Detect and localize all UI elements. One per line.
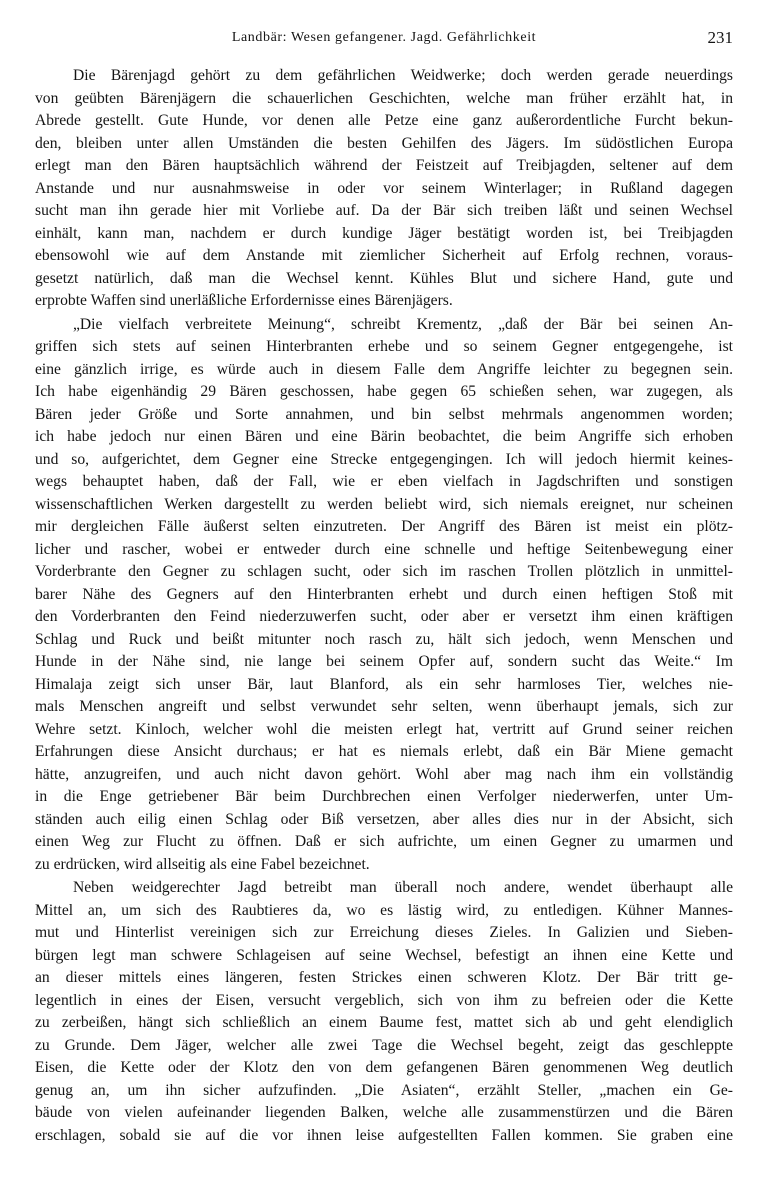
text-line: erlegt man den Bären hauptsächlich während der Feistzeit auf Treibjagden, seltener auf dem <box>35 157 733 174</box>
text-line: den Vorderbranten den Feind niederzuwerfen sucht, oder aber er versetzt ihm einen kräftigen <box>35 608 733 625</box>
text-line: „Die vielfach verbreitete Meinung“, schreibt Krementz, „daß der Bär bei seinen An- <box>73 315 733 333</box>
text-line: von geübten Bärenjägern die schauerlichen Geschichten, welche man früher erzählt hat, in <box>35 89 733 107</box>
text-line: zu erdrücken, wird allseitig als eine Fabel bezeichnet. <box>35 855 370 873</box>
text-line: an dieser mittels eines längeren, festen Strickes einen schweren Klotz. Der Bär tritt ge- <box>35 969 733 986</box>
text-line: in die Enge getriebener Bär beim Durchbrechen einen Verfolger niederwerfen, unter Um- <box>35 788 733 805</box>
text-line: Hunde in der Nähe sind, nie lange bei seinem Opfer auf, sondern sucht das Weite.“ Im <box>35 653 733 670</box>
text-line: bäude von vielen aufeinander liegenden Balken, welche alle zusammenstürzen und die Bären <box>35 1104 733 1121</box>
text-line: wegs behauptet haben, daß der Fall, wie er eben vielfach in Jagdschriften und sonstigen <box>35 473 733 490</box>
page-header <box>35 28 733 52</box>
text-line: zu Grunde. Dem Jäger, welcher alle zwei Tage die Wechsel begeht, zeigt das geschleppte <box>35 1036 733 1054</box>
text-line: mir dergleichen Fälle äußerst selten einzutreten. Der Angriff des Bären ist meist ein plötz- <box>35 518 733 535</box>
text-line: den, bleiben unter allen Umständen die besten Gehilfen des Jägers. Im südöstlichen Europa <box>35 134 733 152</box>
text-line: Anstande und nur ausnahmsweise in oder vor seinem Winterlager; in Rußland dagegen <box>35 179 733 197</box>
text-line: erschlagen, sobald sie auf die vor ihnen leise aufgestellten Fallen kommen. Sie graben eine <box>35 1126 733 1144</box>
text-line: griffen sich stets auf seinen Hinterbranten erhebe und so seinem Gegner entgegengehe, ist <box>35 338 733 355</box>
text-line: eine gänzlich irrige, es würde auch in diesem Falle dem Angriffe leichter zu begegnen sein. <box>35 360 733 378</box>
paragraph <box>35 314 733 877</box>
text-line: wissenschaftlichen Werken dargestellt zu werden beliebt wird, sich niemals ereignet, nur scheinen <box>35 495 733 513</box>
text-line: Mittel an, um sich des Raubtieres da, wo es lästig wird, zu entledigen. Kühner Mannes- <box>35 901 733 919</box>
text-line: licher und rascher, wobei er entweder durch eine schnelle und heftige Seitenbewegung einer <box>35 540 733 558</box>
text-line: Himalaja zeigt sich unser Bär, laut Blanford, als ein sehr harmloses Tier, welches nie- <box>35 675 733 693</box>
text-line: sucht man ihn gerade hier mit Vorliebe auf. Da der Bär sich treiben läßt und seinen Wechsel <box>35 202 733 219</box>
text-line: Wehre setzt. Kinloch, welcher wohl die meisten erlegt hat, vertritt auf Grund seiner reichen <box>35 720 733 738</box>
text-line: gesetzt natürlich, daß man die Wechsel kennt. Kühles Blut und sichere Hand, gute und <box>35 269 733 287</box>
text-line: ich habe jedoch nur einen Bären und eine Bärin beobachtet, die beim Angriffe sich erhoben <box>35 428 733 445</box>
text-line: Die Bärenjagd gehört zu dem gefährlichen Weidwerke; doch werden gerade neuerdings <box>73 67 733 84</box>
text-line: erprobte Waffen sind unerläßliche Erfordernisse eines Bärenjägers. <box>35 292 453 309</box>
text-line: einhält, kann man, nachdem er durch kundige Jäger bestätigt worden ist, bei Treibjagden <box>35 224 733 242</box>
paragraph <box>35 877 733 1147</box>
text-line: barer Nähe des Gegners auf den Hinterbranten erhebt und durch einen heftigen Stoß mit <box>35 585 733 603</box>
text-line: Abrede gestellt. Gute Hunde, vor denen alle Petze eine ganz außerordentliche Furcht bekun- <box>35 112 733 129</box>
text-line: Schlag und Ruck und beißt mitunter noch rasch zu, hält sich jedoch, wenn Menschen und <box>35 630 733 648</box>
text-line: Ich habe eigenhändig 29 Bären geschossen, habe gegen 65 schießen sehen, war zugegen, als <box>35 383 733 400</box>
paragraph <box>35 65 733 313</box>
text-line: ebensowohl wie auf dem Anstande mit ziemlicher Sicherheit auf Erfolg rechnen, voraus- <box>35 247 733 264</box>
body-text <box>35 65 733 1148</box>
text-line: ständen auch eilig einen Schlag oder Biß versetzen, aber alles dies nur in der Absicht, sich <box>35 810 733 828</box>
text-line: Neben weidgerechter Jagd betreibt man überall noch andere, wendet überhaupt alle <box>73 879 733 896</box>
text-line: und so, aufgerichtet, dem Gegner eine Strecke entgegengingen. Ich will jedoch hiermit keines- <box>35 450 733 468</box>
text-line: bürgen legt man schwere Schlageisen auf seine Wechsel, befestigt an ihnen eine Kette und <box>35 946 733 964</box>
page-number: 231 <box>707 28 733 47</box>
text-line: Bären jeder Größe und Sorte annahmen, und bin selbst mehrmals angenommen worden; <box>35 405 733 423</box>
text-line: genug an, um ihn sicher aufzufinden. „Die Asiaten“, erzählt Steller, „machen ein Ge- <box>35 1081 733 1099</box>
text-line: Eisen, die Kette oder der Klotz den von dem gefangenen Bären genommenen Weg deutlich <box>35 1059 733 1076</box>
text-line: mut und Hinterlist vereinigen sich zur Erreichung dieses Zieles. In Galizien und Sieben- <box>35 924 733 941</box>
text-line: hätte, anzugreifen, und auch nicht davon gehört. Wohl aber mag nach ihm ein vollständig <box>35 765 733 783</box>
running-title: Landbär: Wesen gefangener. Jagd. Gefährlichkeit <box>231 30 537 45</box>
text-line: zu zerbeißen, hängt sich schließlich an einem Baume fest, mattet sich ab und geht elendiglich <box>35 1014 733 1031</box>
text-line: legentlich in eines der Eisen, versucht vergeblich, sich von ihm zu befreien oder die Kette <box>35 991 733 1009</box>
text-line: einen Weg zur Flucht zu öffnen. Daß er sich aufrichte, um einen Gegner zu umarmen und <box>35 833 733 850</box>
text-line: Erfahrungen diese Ansicht durchaus; er hat es niemals erlebt, daß ein Bär Miene gemacht <box>35 743 733 760</box>
text-line: mals Menschen angreift und selbst verwundet sehr selten, wenn überhaupt jemals, sich zur <box>35 698 733 715</box>
text-line: Vorderbrante den Gegner zu schlagen sucht, oder sich im raschen Trollen plötzlich in unmittel- <box>35 563 733 580</box>
